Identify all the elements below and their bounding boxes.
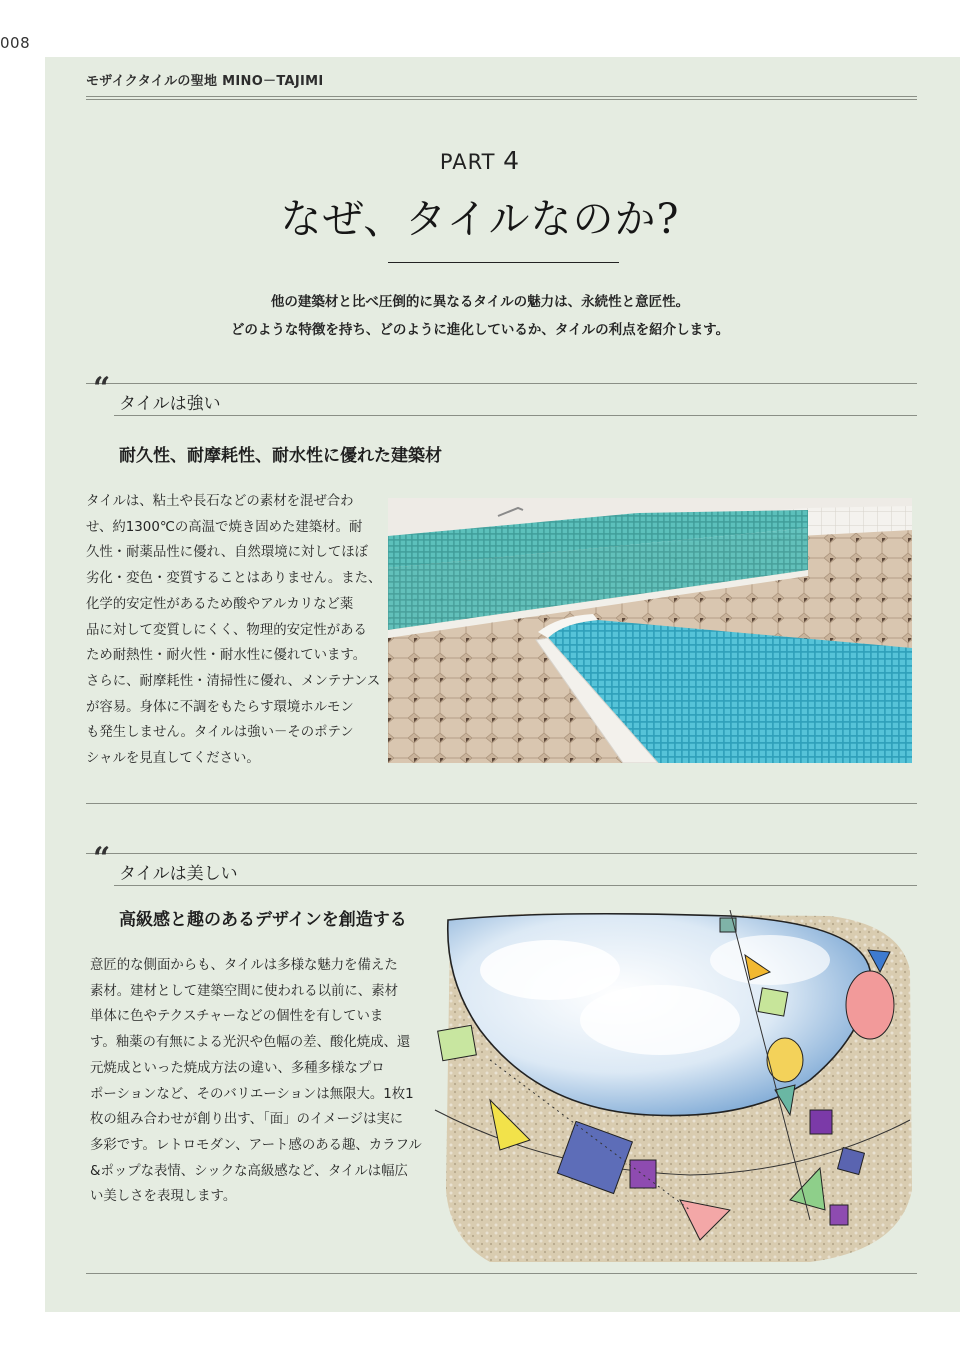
- section-1-body-line: 劣化・変色・変質することはありません。また、: [86, 571, 382, 587]
- section-1-quote-mark: “: [93, 371, 111, 406]
- section-divider: [86, 803, 917, 804]
- part-label: [0, 146, 960, 175]
- section-2-body-line: す。釉薬の有無による光沢や色幅の差、酸化焼成、還: [90, 1035, 411, 1051]
- section-1-body-line: さらに、耐摩耗性・清掃性に優れ、メンテナンス: [86, 673, 381, 689]
- section-1-body-line: せ、約1300℃の高温で焼き固めた建築材。耐: [86, 519, 363, 535]
- section-1-body-line: が容易。身体に不調をもたらす環境ホルモン: [86, 699, 354, 715]
- section-2-body-line: 素材。建材として建築空間に使われる以前に、素材: [90, 983, 398, 999]
- section-2-subtitle: 高級感と趣のあるデザインを創造する: [119, 910, 407, 930]
- section-1-title-rule: [114, 415, 917, 416]
- section-2-body: [90, 953, 422, 1210]
- page-number: 008: [0, 34, 31, 52]
- lead-line-1: 他の建築材と比べ圧倒的に異なるタイルの魅力は、永続性と意匠性。: [270, 294, 690, 310]
- part-number: 4: [503, 146, 521, 175]
- section-1-subtitle: 耐久性、耐摩耗性、耐水性に優れた建築材: [119, 446, 442, 466]
- page-title: なぜ、タイルなのか?: [280, 195, 680, 243]
- bathhouse-tile-illustration: [388, 498, 912, 763]
- section-2-title: タイルは美しい: [119, 864, 238, 884]
- section-1-body-line: 化学的安定性があるため酸やアルカリなど薬: [86, 596, 354, 612]
- bathhouse-tile-photo: [388, 498, 912, 763]
- part-label-text: PART: [439, 150, 496, 174]
- mosaic-art-illustration: [430, 910, 917, 1265]
- section-2-body-line: 意匠的な側面からも、タイルは多様な魅力を備えた: [90, 958, 398, 973]
- bottom-rule: [86, 1273, 917, 1274]
- section-2-quote-mark: “: [93, 841, 111, 876]
- section-2-body-line: 多彩です。レトロモダン、アート感のある趣、カラフル: [90, 1137, 422, 1153]
- mosaic-art-drawing: [430, 910, 917, 1265]
- section-1-top-rule: [86, 383, 917, 384]
- section-1-body: [86, 489, 381, 772]
- section-2-body-line: い美しさを表現します。: [90, 1189, 237, 1205]
- section-2-body-line: 元焼成といった焼成方法の違い、多種多様なプロ: [90, 1060, 385, 1076]
- header-rule: [86, 96, 917, 100]
- title-rule: [388, 262, 619, 263]
- lead-line-2: どのような特徴を持ち、どのように進化しているか、タイルの利点を紹介します。: [230, 322, 730, 338]
- section-2-body-line: 枚の組み合わせが創り出す、「面」のイメージは実に: [90, 1112, 404, 1128]
- section-2-title-rule: [114, 885, 917, 886]
- running-header: モザイクタイルの聖地 MINO－TAJIMI: [86, 74, 324, 89]
- section-1-body-line: ため耐熱性・耐火性・耐水性に優れています。: [86, 648, 367, 664]
- section-2-body-line: ポーションなど、そのバリエーションは無限大。1枚1: [90, 1086, 414, 1102]
- section-2-body-line: 単体に色やテクスチャーなどの個性を有していま: [90, 1009, 384, 1025]
- section-1-title: タイルは強い: [119, 394, 221, 414]
- section-1-body-line: タイルは、粘土や長石などの素材を混ぜ合わ: [86, 494, 354, 509]
- section-1-body-line: 久性・耐薬品性に優れ、自然環境に対してほぼ: [86, 545, 369, 561]
- section-2-top-rule: [86, 853, 917, 854]
- section-1-body-line: 品に対して変質しにくく、物理的安定性がある: [86, 622, 367, 638]
- section-1-body-line: も発生しません。タイルは強い－そのポテン: [86, 725, 354, 741]
- section-1-body-line: シャルを見直してください。: [86, 751, 260, 767]
- section-2-body-line: &ポップな表情、シックな高級感など、タイルは幅広: [90, 1163, 408, 1179]
